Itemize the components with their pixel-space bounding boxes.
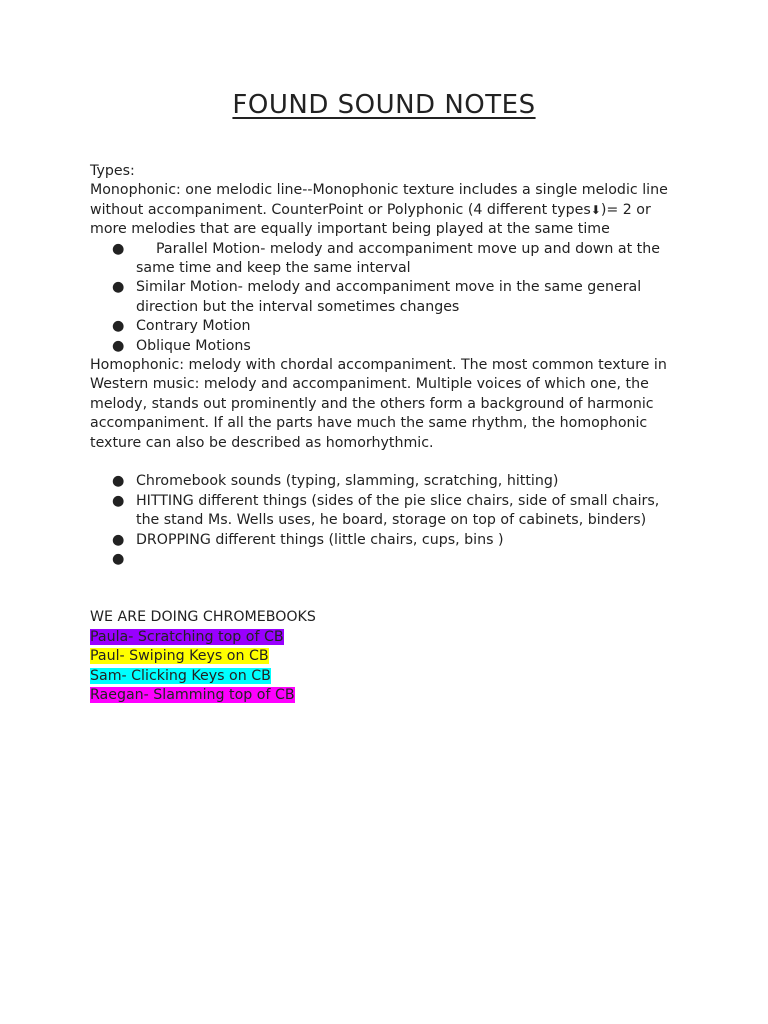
list-item-label: Parallel Motion- melody and accompaniment move up and down at the same time and keep the same interval [136, 240, 660, 277]
list-item [90, 472, 680, 491]
list-item [90, 278, 680, 317]
bullet-icon: ● [112, 492, 125, 509]
bullet-icon: ● [112, 531, 125, 548]
assignments-list [90, 628, 680, 706]
list-item [90, 317, 680, 336]
bullet-icon: ● [112, 240, 125, 257]
bullet-icon: ● [112, 318, 125, 335]
assignment-highlight: Paul- Swiping Keys on CB [90, 648, 269, 665]
assignment-line [90, 647, 680, 666]
list-item [90, 240, 680, 279]
list-item [90, 337, 680, 356]
bullet-icon: ● [112, 279, 125, 296]
bullet-icon: ● [112, 473, 125, 490]
monophonic-text-end: )= 2 or more melodies that are equally important being played at the same time [90, 201, 651, 238]
assignment-highlight: Paula- Scratching top of CB [90, 628, 284, 645]
document-body [90, 162, 680, 705]
bullet-icon: ● [112, 551, 125, 568]
monophonic-paragraph [90, 181, 680, 239]
spacer [90, 453, 680, 472]
list-item-label: HITTING different things (sides of the pie slice chairs, side of small chairs, the stand Ms. Wells uses, he board, storage on top of cabinets, binders) [136, 492, 660, 529]
homophonic-paragraph: Homophonic: melody with chordal accompaniment. The most common texture in Western music: melody and accompaniment. Multiple voices of which one, the melody, stands out prominently and the others form a background of harmonic accompaniment. If all the parts have much the same rhythm, the homophonic texture can also be described as homorhythmic. [90, 357, 667, 451]
spacer [90, 570, 680, 609]
list-item [90, 550, 680, 569]
list-item-label: Chromebook sounds (typing, slamming, scratching, hitting) [136, 473, 559, 490]
motion-list [90, 240, 680, 356]
page-title: FOUND SOUND NOTES [232, 90, 536, 120]
list-item-label [136, 551, 141, 567]
list-item-label: Similar Motion- melody and accompaniment move in the same general direction but the interval sometimes changes [136, 279, 642, 315]
list-item-label: Oblique Motions [136, 337, 251, 354]
assignment-line [90, 667, 680, 686]
list-item [90, 531, 680, 550]
list-item-label: Contrary Motion [136, 318, 251, 335]
chromebooks-heading: WE ARE DOING CHROMEBOOKS [90, 609, 316, 626]
monophonic-text-start: Monophonic: one melodic line--Monophonic texture includes a single melodic line without accompaniment. CounterPoint or Polyphonic (4 different types [90, 182, 668, 218]
down-arrow-icon: ⬇ [590, 202, 601, 217]
assignment-highlight: Sam- Clicking Keys on CB [90, 667, 271, 684]
assignment-highlight: Raegan- Slamming top of CB [90, 686, 295, 703]
sounds-list [90, 472, 680, 569]
bullet-icon: ● [112, 337, 125, 354]
assignment-line [90, 686, 680, 705]
assignment-line [90, 628, 680, 647]
list-item-label: DROPPING different things (little chairs, cups, bins ) [136, 531, 504, 548]
list-item [90, 492, 680, 531]
types-heading: Types: [90, 163, 135, 179]
